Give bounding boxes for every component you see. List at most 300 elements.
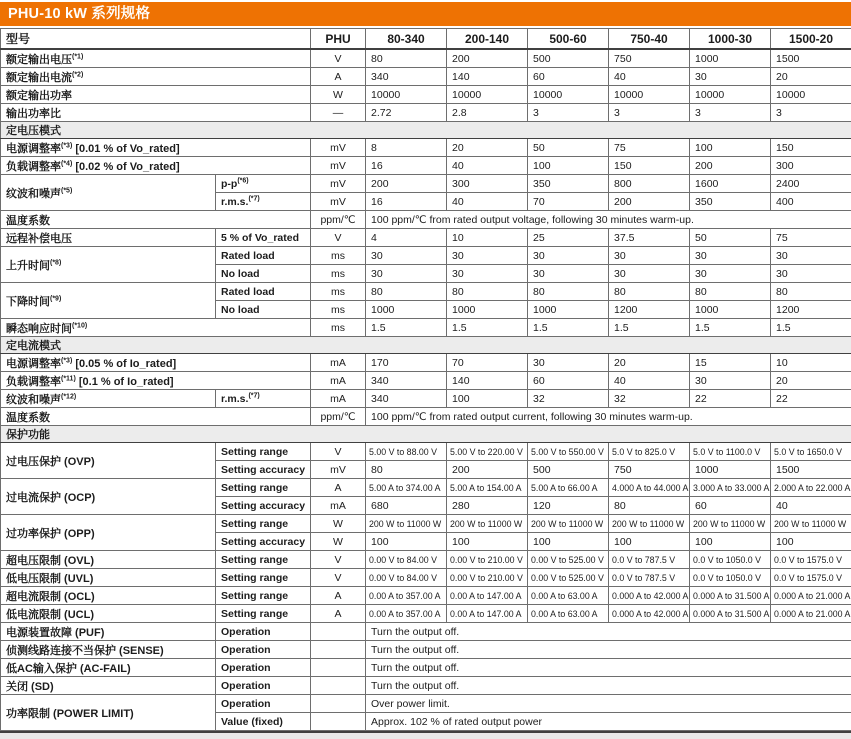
spec-value: 1000 — [528, 301, 609, 319]
row-unit: ms — [311, 283, 366, 301]
footnote-ref: (*1) — [72, 53, 83, 60]
spec-value: 40 — [609, 68, 690, 86]
spec-value: 100 — [366, 533, 447, 551]
row-condition: Setting accuracy — [216, 497, 311, 515]
spec-value: 30 — [528, 247, 609, 265]
spec-value: 0.00 V to 525.00 V — [528, 551, 609, 569]
row-condition: Setting range — [216, 443, 311, 461]
row-condition: Setting range — [216, 605, 311, 623]
table-row — [1, 641, 851, 659]
spec-value: 500 — [528, 461, 609, 479]
footnote-ref: (*8) — [50, 259, 61, 266]
row-label: 负载调整率$^{(*4)}$ [0.02 % of Vo_rated] — [1, 157, 311, 175]
table-row — [1, 372, 851, 390]
row-condition: No load — [216, 265, 311, 283]
spec-value: 0.00 A to 63.00 A — [528, 605, 609, 623]
spec-value: 0.000 A to 42.000 A — [609, 587, 690, 605]
table-row — [1, 659, 851, 677]
spec-value: 3 — [528, 104, 609, 122]
footnote-ref: (*2) — [72, 71, 83, 78]
spec-value: 40 — [771, 497, 851, 515]
row-condition: Operation — [216, 659, 311, 677]
spec-value: 0.00 V to 84.00 V — [366, 569, 447, 587]
spec-value: 10000 — [447, 86, 528, 104]
row-unit: ms — [311, 301, 366, 319]
row-label: 温度系数 — [1, 408, 311, 426]
spec-value: 100 — [447, 390, 528, 408]
spec-value: 400 — [771, 193, 851, 211]
spec-value: 80 — [609, 283, 690, 301]
spec-value: 0.00 V to 525.00 V — [528, 569, 609, 587]
row-label: 温度系数 — [1, 211, 311, 229]
spec-value: 200 — [447, 49, 528, 68]
spec-value: 150 — [609, 157, 690, 175]
row-condition: Setting range — [216, 551, 311, 569]
spec-value: 140 — [447, 372, 528, 390]
row-condition: r.m.s.$^{(*7)}$ — [216, 193, 311, 211]
row-condition: Value (fixed) — [216, 713, 311, 731]
footnote-ref: (*12) — [61, 393, 76, 400]
spec-value: 0.0 V to 1050.0 V — [690, 569, 771, 587]
row-condition: Operation — [216, 677, 311, 695]
row-label: 下降时间$^{(*9)}$ — [1, 283, 216, 319]
spec-value: 200 W to 11000 W — [771, 515, 851, 533]
spec-value: 5.0 V to 1100.0 V — [690, 443, 771, 461]
row-unit: V — [311, 569, 366, 587]
row-label: 电源调整率$^{(*3)}$ [0.01 % of Vo_rated] — [1, 139, 311, 157]
spec-value: 100 — [690, 533, 771, 551]
table-row — [1, 605, 851, 623]
spec-value: 10 — [447, 229, 528, 247]
col-header-model: 200-140 — [447, 29, 528, 50]
table-row — [1, 623, 851, 641]
row-unit: mV — [311, 157, 366, 175]
spec-value: 1000 — [690, 49, 771, 68]
spec-value: 0.0 V to 1575.0 V — [771, 551, 851, 569]
row-unit: V — [311, 229, 366, 247]
spec-value-span: Turn the output off. — [366, 641, 851, 659]
row-unit: W — [311, 86, 366, 104]
row-label: 过电压保护 (OVP) — [1, 443, 216, 479]
spec-value: 80 — [366, 49, 447, 68]
spec-value: 1.5 — [447, 319, 528, 337]
spec-value: 5.00 A to 374.00 A — [366, 479, 447, 497]
spec-value: 2400 — [771, 175, 851, 193]
spec-value: 1200 — [609, 301, 690, 319]
row-condition: Setting range — [216, 515, 311, 533]
row-label: 关闭 (SD) — [1, 677, 216, 695]
spec-value: 2.8 — [447, 104, 528, 122]
spec-value: 120 — [528, 497, 609, 515]
row-unit: A — [311, 68, 366, 86]
spec-value: 200 — [609, 193, 690, 211]
row-label: 上升时间$^{(*8)}$ — [1, 247, 216, 283]
row-label: 低AC输入保护 (AC-FAIL) — [1, 659, 216, 677]
table-row — [1, 283, 851, 301]
row-label: 纹波和噪声$^{(*12)}$ — [1, 390, 216, 408]
spec-value: 4 — [366, 229, 447, 247]
row-condition: Setting accuracy — [216, 461, 311, 479]
spec-value: 100 — [528, 533, 609, 551]
spec-value: 300 — [447, 175, 528, 193]
spec-value: 30 — [366, 265, 447, 283]
row-unit: mV — [311, 461, 366, 479]
spec-value: 0.000 A to 42.000 A — [609, 605, 690, 623]
col-header-model: 80-340 — [366, 29, 447, 50]
spec-value: 280 — [447, 497, 528, 515]
spec-value: 15 — [690, 354, 771, 372]
table-row — [1, 587, 851, 605]
spec-value: 5.00 V to 550.00 V — [528, 443, 609, 461]
spec-value: 20 — [771, 372, 851, 390]
table-body — [1, 49, 851, 731]
spec-value: 80 — [366, 283, 447, 301]
spec-value: 32 — [609, 390, 690, 408]
row-condition: 5 % of Vo_rated — [216, 229, 311, 247]
spec-value: 300 — [771, 157, 851, 175]
row-label: 功率限制 (POWER LIMIT) — [1, 695, 216, 731]
table-row — [1, 354, 851, 372]
spec-value: 200 W to 11000 W — [690, 515, 771, 533]
spec-value: 200 — [366, 175, 447, 193]
spec-value: 140 — [447, 68, 528, 86]
spec-value: 0.00 V to 210.00 V — [447, 569, 528, 587]
footnote-ref: (*6) — [237, 177, 248, 184]
row-unit: ppm/℃ — [311, 211, 366, 229]
spec-value-span: Over power limit. — [366, 695, 851, 713]
row-unit: ms — [311, 265, 366, 283]
table-row — [1, 211, 851, 229]
spec-value: 5.00 V to 88.00 V — [366, 443, 447, 461]
spec-value: 60 — [528, 372, 609, 390]
row-condition: Setting range — [216, 479, 311, 497]
spec-value: 80 — [528, 283, 609, 301]
row-label: 侦测线路连接不当保护 (SENSE) — [1, 641, 216, 659]
spec-value: 4.000 A to 44.000 A — [609, 479, 690, 497]
row-label: 额定输出功率 — [1, 86, 311, 104]
row-unit: ppm/℃ — [311, 408, 366, 426]
spec-value: 0.0 V to 787.5 V — [609, 569, 690, 587]
row-unit: V — [311, 551, 366, 569]
page-title: PHU-10 kW 系列规格 — [0, 2, 851, 26]
spec-value: 1.5 — [690, 319, 771, 337]
table-header — [1, 29, 851, 50]
spec-value: 0.00 V to 84.00 V — [366, 551, 447, 569]
spec-value: 60 — [690, 497, 771, 515]
spec-value-span: 100 ppm/℃ from rated output current, following 30 minutes warm-up. — [366, 408, 851, 426]
spec-value: 16 — [366, 193, 447, 211]
footnote-ref: (*3) — [61, 142, 72, 149]
spec-value: 30 — [690, 68, 771, 86]
spec-value: 350 — [690, 193, 771, 211]
spec-value: 1500 — [771, 461, 851, 479]
spec-value: 40 — [447, 157, 528, 175]
table-row — [1, 695, 851, 713]
table-row — [1, 569, 851, 587]
table-row — [1, 175, 851, 193]
section-header: 定电流模式 — [1, 337, 851, 354]
row-label: 过功率保护 (OPP) — [1, 515, 216, 551]
spec-value: 25 — [528, 229, 609, 247]
spec-value: 32 — [528, 390, 609, 408]
footnote-ref: (*7) — [248, 392, 259, 399]
col-header-unit: PHU — [311, 29, 366, 50]
spec-value: 40 — [609, 372, 690, 390]
row-condition: Setting range — [216, 569, 311, 587]
spec-value: 200 W to 11000 W — [366, 515, 447, 533]
row-unit: mA — [311, 372, 366, 390]
spec-value: 0.00 A to 357.00 A — [366, 605, 447, 623]
spec-value: 0.0 V to 787.5 V — [609, 551, 690, 569]
row-condition: Operation — [216, 641, 311, 659]
footnote-ref: (*10) — [72, 322, 87, 329]
spec-value: 200 W to 11000 W — [528, 515, 609, 533]
spec-value: 1200 — [771, 301, 851, 319]
spec-value: 30 — [528, 354, 609, 372]
spec-value: 100 — [609, 533, 690, 551]
spec-value: 8 — [366, 139, 447, 157]
spec-value: 30 — [366, 247, 447, 265]
row-label: 低电压限制 (UVL) — [1, 569, 216, 587]
spec-value: 5.00 V to 220.00 V — [447, 443, 528, 461]
spec-value: 0.000 A to 31.500 A — [690, 587, 771, 605]
spec-value: 3 — [771, 104, 851, 122]
row-unit: mV — [311, 193, 366, 211]
section-row — [1, 122, 851, 139]
spec-value: 30 — [447, 247, 528, 265]
row-unit: A — [311, 605, 366, 623]
spec-value: 20 — [609, 354, 690, 372]
spec-value: 170 — [366, 354, 447, 372]
row-label: 电源调整率$^{(*3)}$ [0.05 % of Io_rated] — [1, 354, 311, 372]
spec-value: 10000 — [528, 86, 609, 104]
row-unit: mV — [311, 175, 366, 193]
spec-value: 20 — [447, 139, 528, 157]
spec-value: 80 — [609, 497, 690, 515]
spec-value: 150 — [771, 139, 851, 157]
table-row — [1, 68, 851, 86]
row-unit — [311, 623, 366, 641]
row-unit: mA — [311, 497, 366, 515]
spec-table — [0, 28, 851, 731]
spec-value: 0.00 A to 63.00 A — [528, 587, 609, 605]
spec-value: 1000 — [690, 461, 771, 479]
spec-value: 0.000 A to 21.000 A — [771, 605, 851, 623]
table-row — [1, 104, 851, 122]
spec-value: 80 — [690, 283, 771, 301]
row-condition: Operation — [216, 623, 311, 641]
row-unit — [311, 695, 366, 713]
spec-value: 10000 — [609, 86, 690, 104]
spec-value: 75 — [771, 229, 851, 247]
row-label: 超电压限制 (OVL) — [1, 551, 216, 569]
spec-value: 0.00 V to 210.00 V — [447, 551, 528, 569]
spec-value: 30 — [690, 372, 771, 390]
spec-value: 750 — [609, 49, 690, 68]
spec-value: 1600 — [690, 175, 771, 193]
spec-value: 750 — [609, 461, 690, 479]
spec-value: 680 — [366, 497, 447, 515]
spec-value: 80 — [771, 283, 851, 301]
spec-value: 3 — [609, 104, 690, 122]
spec-value: 22 — [690, 390, 771, 408]
table-row — [1, 479, 851, 497]
table-row — [1, 408, 851, 426]
spec-value: 75 — [609, 139, 690, 157]
spec-value: 0.00 A to 357.00 A — [366, 587, 447, 605]
row-label: 额定输出电流$^{(*2)}$ — [1, 68, 311, 86]
row-label: 负载调整率$^{(*11)}$ [0.1 % of Io_rated] — [1, 372, 311, 390]
row-unit: V — [311, 443, 366, 461]
spec-value: 30 — [447, 265, 528, 283]
row-unit: W — [311, 515, 366, 533]
spec-value: 1000 — [690, 301, 771, 319]
spec-value: 0.000 A to 31.500 A — [690, 605, 771, 623]
footnote-ref: (*11) — [61, 375, 76, 382]
row-unit: mA — [311, 390, 366, 408]
footnote-ref: (*9) — [50, 295, 61, 302]
spec-value: 70 — [447, 354, 528, 372]
spec-value: 30 — [690, 265, 771, 283]
spec-value-span: Turn the output off. — [366, 659, 851, 677]
table-row — [1, 86, 851, 104]
spec-value: 10000 — [366, 86, 447, 104]
spec-value: 1000 — [366, 301, 447, 319]
col-header-model: 1500-20 — [771, 29, 851, 50]
spec-value: 1.5 — [528, 319, 609, 337]
next-section-edge — [0, 731, 851, 739]
spec-value: 100 — [771, 533, 851, 551]
row-label: 输出功率比 — [1, 104, 311, 122]
spec-value: 100 — [447, 533, 528, 551]
table-row — [1, 247, 851, 265]
spec-value: 30 — [609, 247, 690, 265]
row-condition: Setting range — [216, 587, 311, 605]
spec-value: 3 — [690, 104, 771, 122]
spec-value-span: Turn the output off. — [366, 677, 851, 695]
row-label: 过电流保护 (OCP) — [1, 479, 216, 515]
table-row — [1, 551, 851, 569]
table-row — [1, 677, 851, 695]
table-row — [1, 157, 851, 175]
row-unit: A — [311, 479, 366, 497]
spec-value: 200 — [447, 461, 528, 479]
col-header-model-label: 型号 — [1, 29, 311, 50]
spec-value-span: 100 ppm/℃ from rated output voltage, following 30 minutes warm-up. — [366, 211, 851, 229]
spec-value: 0.00 A to 147.00 A — [447, 605, 528, 623]
spec-value: 30 — [609, 265, 690, 283]
spec-value: 1.5 — [609, 319, 690, 337]
row-unit: mV — [311, 139, 366, 157]
row-condition: Rated load — [216, 283, 311, 301]
spec-value: 5.0 V to 1650.0 V — [771, 443, 851, 461]
spec-value: 200 W to 11000 W — [447, 515, 528, 533]
spec-value: 50 — [528, 139, 609, 157]
table-row — [1, 229, 851, 247]
spec-value: 0.0 V to 1575.0 V — [771, 569, 851, 587]
spec-value: 500 — [528, 49, 609, 68]
spec-value: 80 — [447, 283, 528, 301]
row-condition: No load — [216, 301, 311, 319]
row-unit — [311, 677, 366, 695]
col-header-model: 500-60 — [528, 29, 609, 50]
row-condition: r.m.s.$^{(*7)}$ — [216, 390, 311, 408]
spec-value: 3.000 A to 33.000 A — [690, 479, 771, 497]
spec-value: 350 — [528, 175, 609, 193]
spec-value: 800 — [609, 175, 690, 193]
spec-value: 1000 — [447, 301, 528, 319]
spec-value: 50 — [690, 229, 771, 247]
spec-value-span: Approx. 102 % of rated output power — [366, 713, 851, 731]
spec-value: 5.00 A to 154.00 A — [447, 479, 528, 497]
row-label: 超电流限制 (OCL) — [1, 587, 216, 605]
spec-value: 0.000 A to 21.000 A — [771, 587, 851, 605]
row-unit: mA — [311, 354, 366, 372]
row-unit — [311, 641, 366, 659]
spec-value: 80 — [366, 461, 447, 479]
spec-value: 10 — [771, 354, 851, 372]
spec-value: 100 — [690, 139, 771, 157]
spec-value: 30 — [771, 265, 851, 283]
spec-value: 10000 — [690, 86, 771, 104]
spec-value: 0.00 A to 147.00 A — [447, 587, 528, 605]
spec-value: 20 — [771, 68, 851, 86]
table-row — [1, 319, 851, 337]
section-row — [1, 337, 851, 354]
spec-value: 60 — [528, 68, 609, 86]
spec-value: 100 — [528, 157, 609, 175]
row-unit — [311, 713, 366, 731]
footnote-ref: (*3) — [61, 357, 72, 364]
spec-value: 37.5 — [609, 229, 690, 247]
row-label: 纹波和噪声$^{(*5)}$ — [1, 175, 216, 211]
spec-value: 200 — [690, 157, 771, 175]
row-unit: — — [311, 104, 366, 122]
footnote-ref: (*4) — [61, 160, 72, 167]
spec-value: 1.5 — [366, 319, 447, 337]
row-unit: A — [311, 587, 366, 605]
row-condition: p-p$^{(*6)}$ — [216, 175, 311, 193]
spec-value: 340 — [366, 390, 447, 408]
table-row — [1, 515, 851, 533]
spec-value: 30 — [690, 247, 771, 265]
spec-value: 70 — [528, 193, 609, 211]
spec-value: 16 — [366, 157, 447, 175]
row-label: 低电流限制 (UCL) — [1, 605, 216, 623]
row-unit — [311, 659, 366, 677]
row-label: 电源装置故障 (PUF) — [1, 623, 216, 641]
spec-value: 30 — [771, 247, 851, 265]
section-row — [1, 426, 851, 443]
spec-value: 200 W to 11000 W — [609, 515, 690, 533]
col-header-model: 1000-30 — [690, 29, 771, 50]
table-row — [1, 139, 851, 157]
table-row — [1, 443, 851, 461]
spec-value: 5.0 V to 825.0 V — [609, 443, 690, 461]
row-unit: W — [311, 533, 366, 551]
spec-value: 0.0 V to 1050.0 V — [690, 551, 771, 569]
col-header-model: 750-40 — [609, 29, 690, 50]
section-header: 定电压模式 — [1, 122, 851, 139]
spec-value: 10000 — [771, 86, 851, 104]
spec-value: 2.000 A to 22.000 A — [771, 479, 851, 497]
row-unit: V — [311, 49, 366, 68]
table-row — [1, 390, 851, 408]
section-header: 保护功能 — [1, 426, 851, 443]
row-label: 瞬态响应时间$^{(*10)}$ — [1, 319, 311, 337]
spec-value: 1500 — [771, 49, 851, 68]
row-condition: Setting accuracy — [216, 533, 311, 551]
